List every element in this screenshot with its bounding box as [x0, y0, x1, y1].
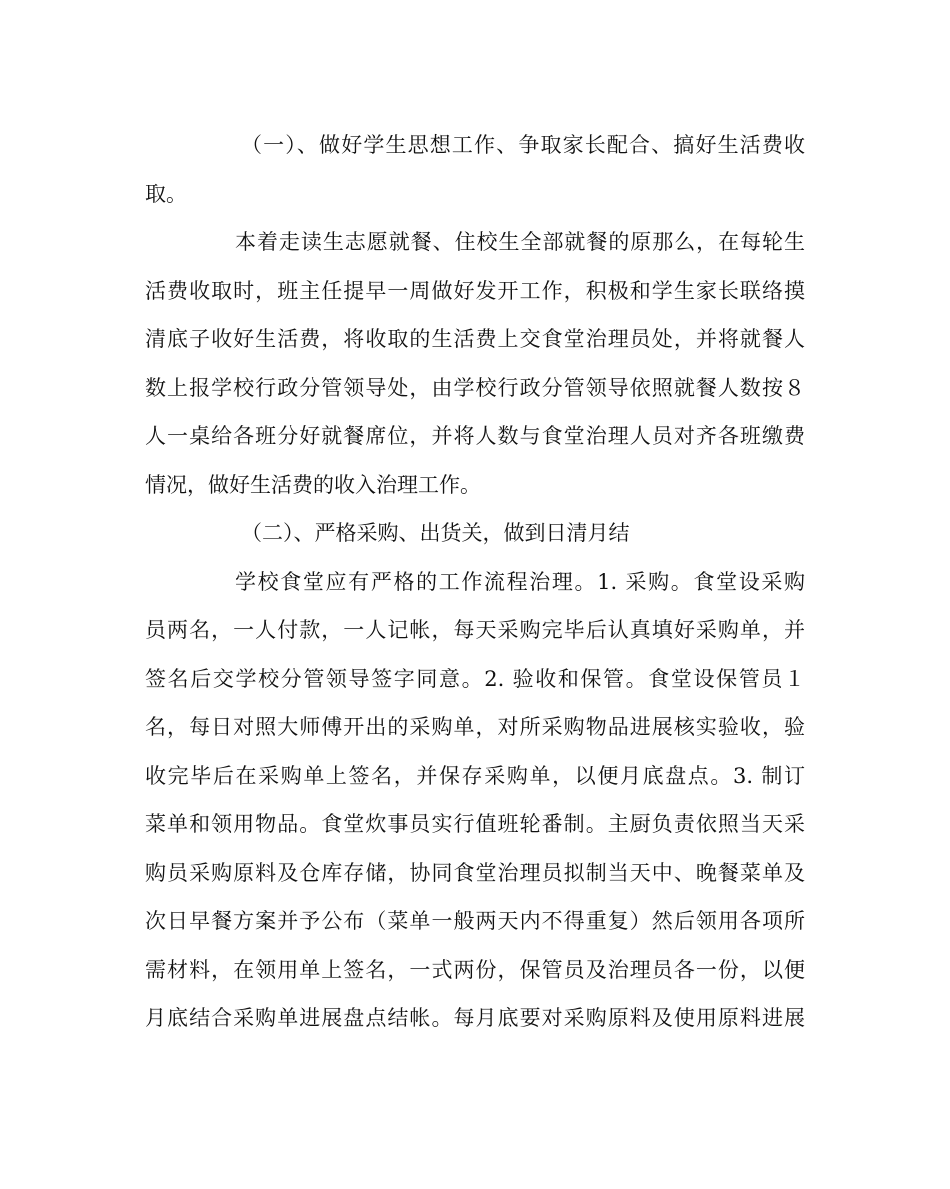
section1-paragraph-line-2: 活费收取时，班主任提早一周做好发开工作，积极和学生家长联络摸	[145, 278, 805, 303]
section2-paragraph-line-7: 购员采购原料及仓库存储，协同食堂治理员拟制当天中、晚餐菜单及	[145, 860, 805, 885]
section1-paragraph-line-5: 人一桌给各班分好就餐席位，并将人数与食堂治理人员对齐各班缴费	[145, 424, 805, 448]
section2-paragraph-line-9: 需材料，在领用单上签名，一式两份，保管员及治理员各一份，以便	[145, 957, 805, 982]
section2-paragraph-line-6: 菜单和领用物品。食堂炊事员实行值班轮番制。主厨负责依照当天采	[145, 812, 805, 836]
section2-paragraph-line-5: 收完毕后在采购单上签名，并保存采购单，以便月底盘点。3. 制订	[145, 763, 805, 788]
section1-paragraph-line-6: 情况，做好生活费的收入治理工作。	[145, 472, 481, 497]
section2-paragraph-line-1: 学校食堂应有严格的工作流程治理。1. 采购。食堂设采购	[235, 569, 805, 594]
section2-paragraph-line-3: 签名后交学校分管领导签字同意。2. 验收和保管。食堂设保管员１	[145, 666, 805, 691]
section2-paragraph-line-2: 员两名，一人付款，一人记帐，每天采购完毕后认真填好采购单，并	[145, 618, 805, 642]
section1-paragraph-line-1: 本着走读生志愿就餐、住校生全部就餐的原那么，在每轮生	[235, 230, 805, 254]
section1-heading-line-2: 取。	[145, 181, 187, 206]
section1-paragraph-line-4: 数上报学校行政分管领导处，由学校行政分管领导依照就餐人数按８	[145, 375, 805, 400]
section1-heading-line-1: （一）、做好学生思想工作、争取家长配合、搞好生活费收	[241, 133, 805, 157]
section2-paragraph-line-10: 月底结合采购单进展盘点结帐。每月底要对采购原料及使用原料进展	[145, 1006, 805, 1030]
section2-paragraph-line-8: 次日早餐方案并予公布（菜单一般两天内不得重复）然后领用各项所	[145, 909, 805, 933]
document-body	[145, 121, 805, 1043]
section2-heading: （二）、严格采购、出货关，做到日清月结	[241, 521, 630, 545]
section2-paragraph-line-4: 名，每日对照大师傅开出的采购单，对所采购物品进展核实验收，验	[145, 715, 805, 739]
section1-paragraph-line-3: 清底子收好生活费，将收取的生活费上交食堂治理员处，并将就餐人	[145, 327, 805, 351]
